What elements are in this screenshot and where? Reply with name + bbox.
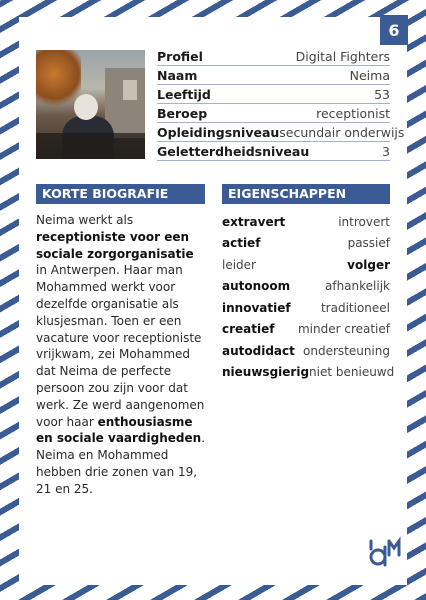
dm-logo-icon xyxy=(365,535,401,571)
profile-photo xyxy=(36,50,145,159)
profile-row-opleidingsniveau xyxy=(157,123,405,142)
trait-row xyxy=(222,254,390,276)
trait-right: niet benieuwd xyxy=(309,365,395,380)
trait-right: introvert xyxy=(338,214,390,229)
profile-key: Profiel xyxy=(157,48,203,64)
trait-left: leider xyxy=(222,257,256,272)
bio-text-part: in Antwerpen. Haar man Mohammed werkt voor dezelfde organisatie als klusjesman. Toen er een vacature voor receptioniste vrijkwam, zei Mohammed dat Neima de perfecte persoon zou zijn voor dat werk. Ze werd aangenomen voor haar xyxy=(36,263,205,429)
trait-right: traditioneel xyxy=(320,300,390,315)
profile-row-geletterdheidsniveau xyxy=(157,142,390,161)
profile-value: 53 xyxy=(374,86,390,102)
trait-row xyxy=(222,276,390,298)
trait-right: minder creatief xyxy=(297,322,390,337)
profile-key: Leeftijd xyxy=(157,86,211,102)
profile-row-profiel xyxy=(157,47,390,66)
profile-value: 3 xyxy=(382,143,390,159)
traits-list xyxy=(222,211,395,383)
profile-value: Neima xyxy=(349,67,390,83)
profile-key: Beroep xyxy=(157,105,208,121)
trait-right: passief xyxy=(347,236,390,251)
profile-table xyxy=(157,47,405,161)
photo-person-headscarf xyxy=(74,94,98,120)
profile-row-leeftijd xyxy=(157,85,390,104)
bio-highlight-job: receptioniste voor een sociale zorgorganisatie xyxy=(36,229,194,261)
bio-text-part: Neima werkt als xyxy=(36,213,134,227)
bio-highlight-skills: enthousiasme en sociale vaardigheden xyxy=(36,414,202,446)
trait-row xyxy=(222,233,390,255)
bio-text-part: . Neima en Mohammed hebben drie zonen van 19, 21 en 25. xyxy=(36,431,206,496)
profile-row-naam xyxy=(157,66,390,85)
profile-key: Opleidingsniveau xyxy=(157,124,280,140)
profile-row-beroep xyxy=(157,104,390,123)
bio-text xyxy=(36,212,208,498)
profile-value: secundair onderwijs xyxy=(279,124,405,140)
trait-left: innovatief xyxy=(222,300,291,315)
trait-row xyxy=(222,362,395,384)
photo-foreground xyxy=(36,133,145,159)
trait-row xyxy=(222,211,390,233)
traits-header: EIGENSCHAPPEN xyxy=(222,184,390,204)
bio-header: KORTE BIOGRAFIE xyxy=(36,184,205,204)
trait-row xyxy=(222,297,390,319)
profile-key: Geletterdheidsniveau xyxy=(157,143,310,159)
trait-left: autonoom xyxy=(222,279,291,294)
page-number-badge: 6 xyxy=(380,15,408,45)
profile-value: receptionist xyxy=(316,105,390,121)
trait-left: creatief xyxy=(222,322,275,337)
profile-key: Naam xyxy=(157,67,198,83)
trait-left: autodidact xyxy=(222,343,295,358)
trait-row xyxy=(222,319,390,341)
trait-right: afhankelijk xyxy=(325,279,390,294)
trait-left: extravert xyxy=(222,214,286,229)
trait-row xyxy=(222,340,390,362)
trait-left: actief xyxy=(222,236,261,251)
photo-window xyxy=(123,80,137,100)
profile-value: Digital Fighters xyxy=(295,48,390,64)
trait-right: volger xyxy=(347,257,390,272)
trait-left: nieuwsgierig xyxy=(222,365,310,380)
trait-right: ondersteuning xyxy=(303,343,390,358)
